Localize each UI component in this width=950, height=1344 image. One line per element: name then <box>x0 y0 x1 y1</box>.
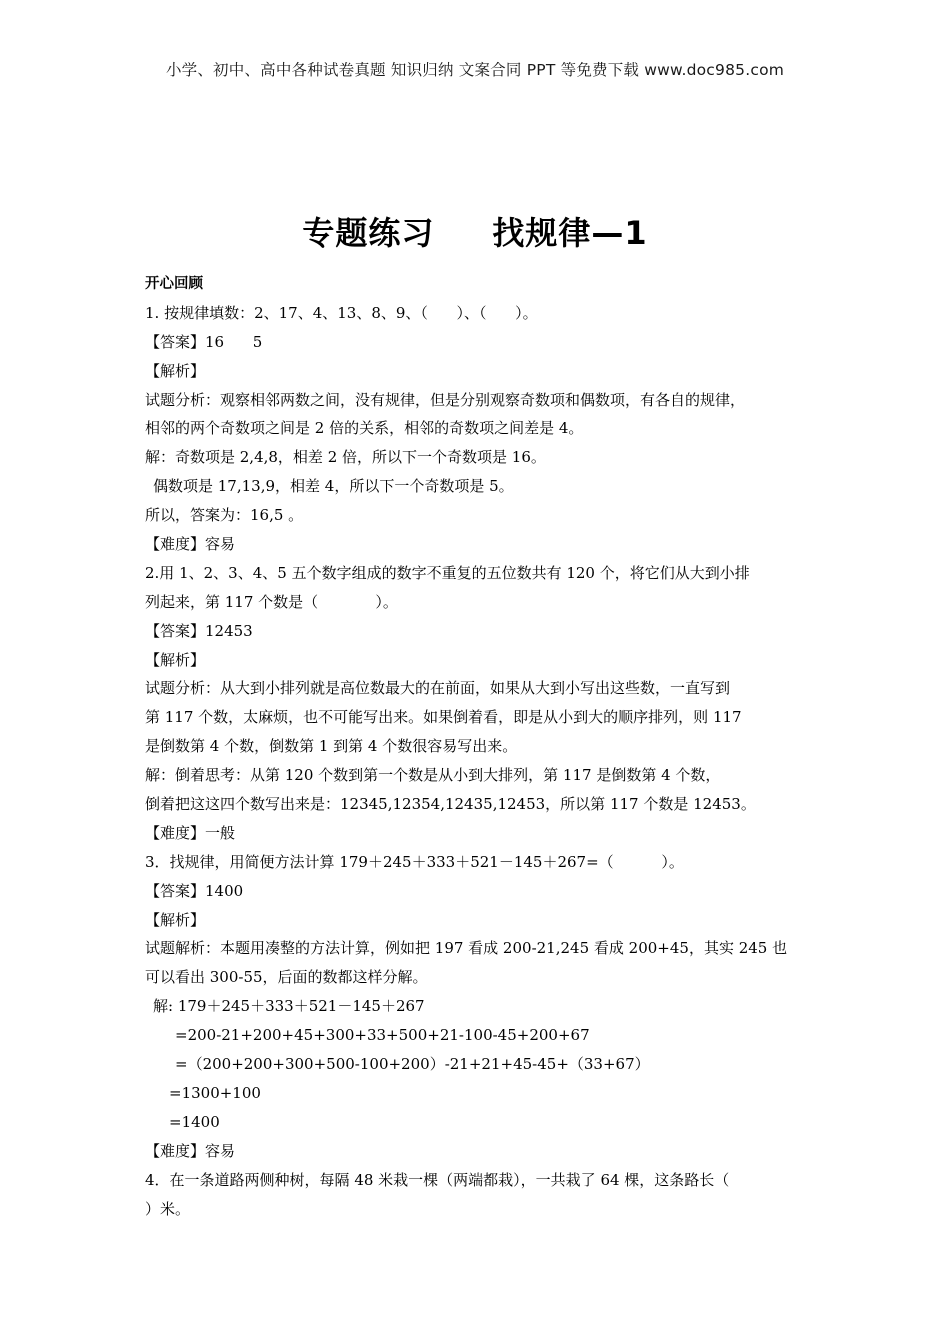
page-header-banner: 小学、初中、高中各种试卷真题 知识归纳 文案合同 PPT 等免费下载 www.doc985.com <box>165 61 785 79</box>
question-3-analysis-tag: 【解析】 <box>145 910 206 929</box>
title-part-2: 找规律—1 <box>492 214 648 252</box>
question-1: 1. 按规律填数：2、17、4、13、8、9、（ ）、（ ）。 <box>145 303 538 322</box>
question-3-analysis-line: 试题解析：本题用凑整的方法计算，例如把 197 看成 200-21,245 看成 200+45，其实 245 也 <box>145 939 788 958</box>
question-3-answer: 【答案】1400 <box>145 881 244 900</box>
question-2-analysis-line: 是倒数第 4 个数，倒数第 1 到第 4 个数很容易写出来。 <box>145 737 518 756</box>
page-title <box>0 208 950 254</box>
question-1-difficulty: 【难度】容易 <box>145 535 236 554</box>
question-3-solution-line: =（200+200+300+500-100+200）-21+21+45-45+（33+67） <box>175 1055 650 1074</box>
question-4: ）米。 <box>145 1199 191 1218</box>
question-3-solution-line: =1400 <box>169 1112 220 1131</box>
question-1-analysis-line: 试题分析：观察相邻两数之间，没有规律，但是分别观察奇数项和偶数项，有各自的规律， <box>145 390 746 409</box>
question-2-difficulty: 【难度】一般 <box>145 823 236 842</box>
question-2-analysis-line: 试题分析：从大到小排列就是高位数最大的在前面，如果从大到小写出这些数，一直写到 <box>145 679 731 698</box>
question-3-difficulty: 【难度】容易 <box>145 1141 236 1160</box>
question-3-solution-line: =1300+100 <box>169 1083 261 1102</box>
question-1-analysis-tag: 【解析】 <box>145 361 206 380</box>
question-2-analysis-tag: 【解析】 <box>145 650 206 669</box>
title-part-1: 专题练习 <box>302 214 435 252</box>
question-3-solution-line: =200-21+200+45+300+33+500+21-100-45+200+67 <box>175 1026 590 1045</box>
question-2: 列起来，第 117 个数是（ ）。 <box>145 592 398 611</box>
question-1-solution-line: 所以，答案为：16,5 。 <box>145 506 304 525</box>
question-3-analysis-line: 可以看出 300-55，后面的数都这样分解。 <box>145 968 428 987</box>
section-heading: 开心回顾 <box>145 276 203 292</box>
question-2-solution-line: 倒着把这这四个数写出来是：12345,12354,12435,12453，所以第 117 个数是 12453。 <box>145 795 756 814</box>
question-4: 4．在一条道路两侧种树，每隔 48 米栽一棵（两端都栽），一共栽了 64 棵，这条路长（ <box>145 1170 730 1189</box>
question-2-solution-line: 解：倒着思考：从第 120 个数到第一个数是从小到大排列，第 117 是倒数第 4 个数， <box>145 766 721 785</box>
question-1-solution-line: 偶数项是 17,13,9，相差 4，所以下一个奇数项是 5。 <box>153 477 514 496</box>
question-2-answer: 【答案】12453 <box>145 621 253 640</box>
question-1-analysis-line: 相邻的两个奇数项之间是 2 倍的关系，相邻的奇数项之间差是 4。 <box>145 419 584 438</box>
question-2: 2.用 1、2、3、4、5 五个数字组成的数字不重复的五位数共有 120 个，将它们从大到小排 <box>145 563 750 582</box>
question-1-solution-line: 解：奇数项是 2,4,8，相差 2 倍，所以下一个奇数项是 16。 <box>145 448 546 467</box>
question-3: 3．找规律，用简便方法计算 179＋245＋333＋521－145＋267=（ ）。 <box>145 852 684 871</box>
question-3-solution-line: 解: 179＋245＋333＋521－145＋267 <box>153 997 425 1016</box>
question-1-answer: 【答案】16 5 <box>145 332 263 351</box>
question-2-analysis-line: 第 117 个数，太麻烦，也不可能写出来。如果倒着看，即是从小到大的顺序排列，则 117 <box>145 708 742 727</box>
document-body <box>145 270 815 1223</box>
